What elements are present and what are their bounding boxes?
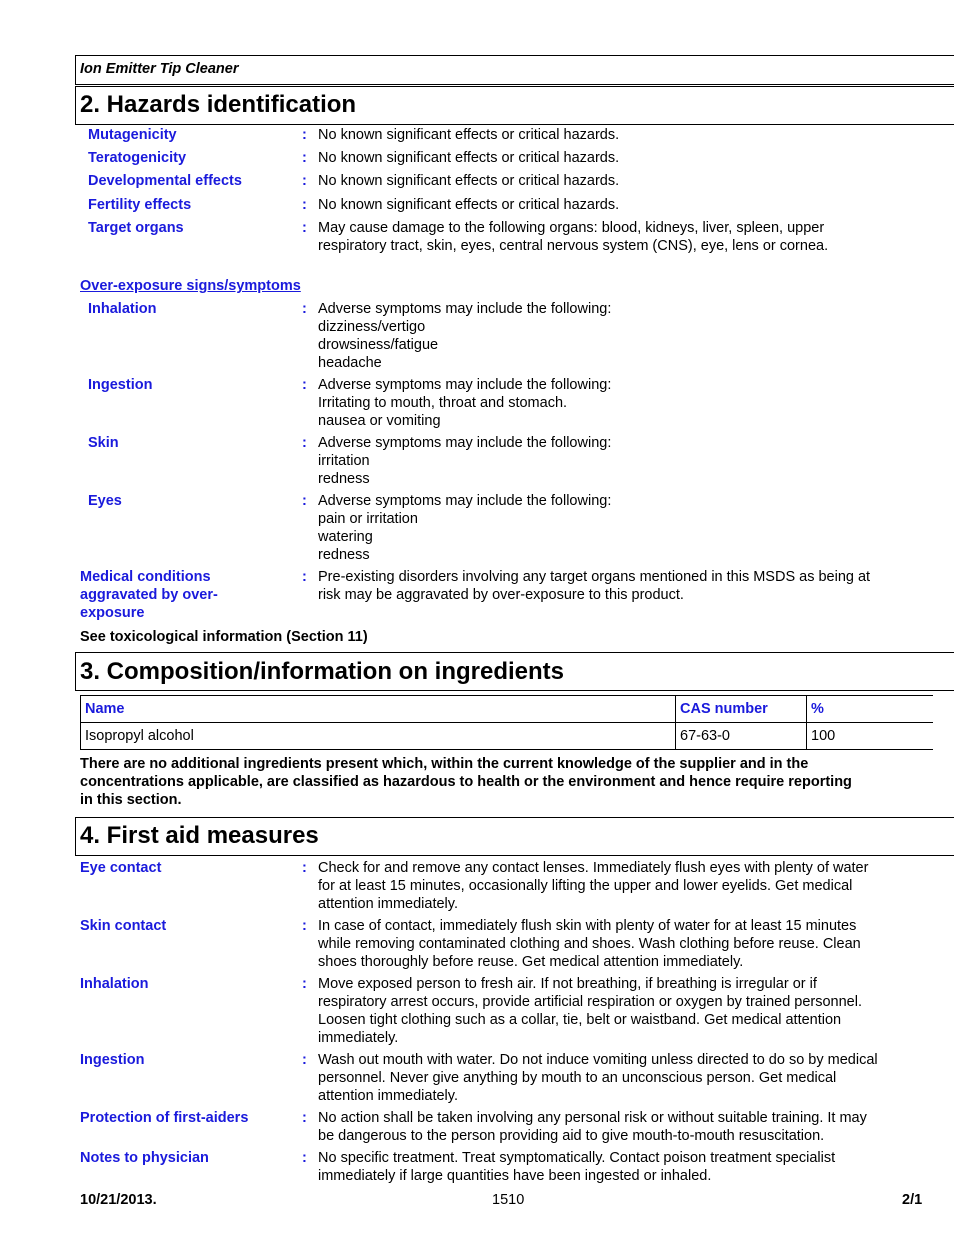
value-fertility-effects: No known significant effects or critical hazards. (318, 197, 620, 213)
colon: : (302, 220, 307, 236)
label-teratogenicity: Teratogenicity (88, 150, 187, 166)
footer-code: 1510 (492, 1192, 525, 1208)
value-protection-first-aiders: No action shall be taken involving any personal risk or without suitable training. It may be dangerous to the person providing aid to give mouth-to-mouth resuscitation. (318, 1110, 867, 1144)
label-ingestion: Ingestion (80, 1052, 145, 1068)
colon: : (302, 1052, 307, 1068)
header-percent: % (807, 696, 934, 723)
label-target-organs: Target organs (88, 220, 184, 236)
colon: : (302, 301, 307, 317)
product-header (75, 55, 954, 85)
value-mutagenicity: No known significant effects or critical hazards. (318, 127, 620, 143)
colon: : (302, 493, 307, 509)
value-inhalation: Move exposed person to fresh air. If not breathing, if breathing is irregular or if respiratory arrest occurs, provide artificial respiration or oxygen by trained personnel. Loosen tight clothing such as a collar, tie, belt or waistband. Get medical attention immediately. (318, 976, 862, 1046)
colon: : (302, 197, 307, 213)
composition-note: There are no additional ingredients present which, within the current knowledge of the supplier and in the concentrations applicable, are classified as hazardous to health or the environment and hence require reporting in this section. (80, 756, 852, 808)
overexposure-link[interactable]: Over-exposure signs/symptoms (80, 278, 301, 294)
colon: : (302, 173, 307, 189)
value-target-organs: May cause damage to the following organs: blood, kidneys, liver, spleen, upper respiratory tract, skin, eyes, central nervous system (CNS), eye, lens or cornea. (318, 220, 829, 254)
colon: : (302, 150, 307, 166)
colon: : (302, 1110, 307, 1126)
colon: : (302, 976, 307, 992)
label-protection-first-aiders: Protection of first-aiders (80, 1110, 249, 1126)
label-eyes-symptoms: Eyes (88, 493, 122, 509)
section-3-header (75, 652, 954, 691)
value-medical-conditions: Pre-existing disorders involving any target organs mentioned in this MSDS as being at risk may be aggravated by over-exposure to this product. (318, 569, 871, 603)
table-header-row (81, 696, 934, 723)
value-developmental-effects: No known significant effects or critical hazards. (318, 173, 620, 189)
label-skin-symptoms: Skin (88, 435, 119, 451)
cell-name: Isopropyl alcohol (81, 723, 676, 750)
colon: : (302, 918, 307, 934)
colon: : (302, 127, 307, 143)
label-medical-conditions: Medical conditions aggravated by over- exposure (80, 569, 218, 621)
label-eye-contact: Eye contact (80, 860, 162, 876)
label-inhalation: Inhalation (80, 976, 149, 992)
cell-cas-number: 67-63-0 (676, 723, 807, 750)
product-name: Ion Emitter Tip Cleaner (80, 61, 239, 77)
label-mutagenicity: Mutagenicity (88, 127, 177, 143)
value-skin-contact: In case of contact, immediately flush skin with plenty of water for at least 15 minutes while removing contaminated clothing and shoes. Wash clothing before reuse. Clean shoes thoroughly before reuse. Get medical attention immediately. (318, 918, 861, 970)
section-4-title: 4. First aid measures (80, 822, 319, 849)
label-skin-contact: Skin contact (80, 918, 167, 934)
header-cas-number: CAS number (676, 696, 807, 723)
header-name: Name (81, 696, 676, 723)
cell-percent: 100 (807, 723, 934, 750)
colon: : (302, 569, 307, 585)
value-notes-to-physician: No specific treatment. Treat symptomatically. Contact poison treatment specialist immediately if large quantities have been ingested or inhaled. (318, 1150, 836, 1184)
value-ingestion: Wash out mouth with water. Do not induce vomiting unless directed to do so by medical personnel. Never give anything by mouth to an unconscious person. Get medical attention immediately. (318, 1052, 878, 1104)
value-inhalation-symptoms: Adverse symptoms may include the following: dizziness/vertigo drowsiness/fatigue headache (318, 301, 612, 371)
label-inhalation-symptoms: Inhalation (88, 301, 157, 317)
table-row (81, 723, 934, 750)
colon: : (302, 377, 307, 393)
footer-page-number: 2/1 (902, 1192, 923, 1208)
label-notes-to-physician: Notes to physician (80, 1150, 209, 1166)
colon: : (302, 860, 307, 876)
colon: : (302, 1150, 307, 1166)
section-3-title: 3. Composition/information on ingredients (80, 658, 564, 685)
value-teratogenicity: No known significant effects or critical hazards. (318, 150, 620, 166)
footer-date: 10/21/2013. (80, 1192, 157, 1208)
section-4-header (75, 817, 954, 856)
value-ingestion-symptoms: Adverse symptoms may include the following: Irritating to mouth, throat and stomach. nausea or vomiting (318, 377, 612, 429)
see-toxicological-info: See toxicological information (Section 11) (80, 629, 368, 645)
colon: : (302, 435, 307, 451)
value-skin-symptoms: Adverse symptoms may include the following: irritation redness (318, 435, 612, 487)
section-2-title: 2. Hazards identification (80, 91, 357, 118)
section-2-header (75, 86, 954, 125)
value-eyes-symptoms: Adverse symptoms may include the following: pain or irritation watering redness (318, 493, 612, 563)
value-eye-contact: Check for and remove any contact lenses. Immediately flush eyes with plenty of water for at least 15 minutes, occasionally lifting the upper and lower eyelids. Get medical attention immediately. (318, 860, 869, 912)
label-fertility-effects: Fertility effects (88, 197, 192, 213)
label-ingestion-symptoms: Ingestion (88, 377, 153, 393)
label-developmental-effects: Developmental effects (88, 173, 242, 189)
ingredients-table (80, 695, 933, 750)
